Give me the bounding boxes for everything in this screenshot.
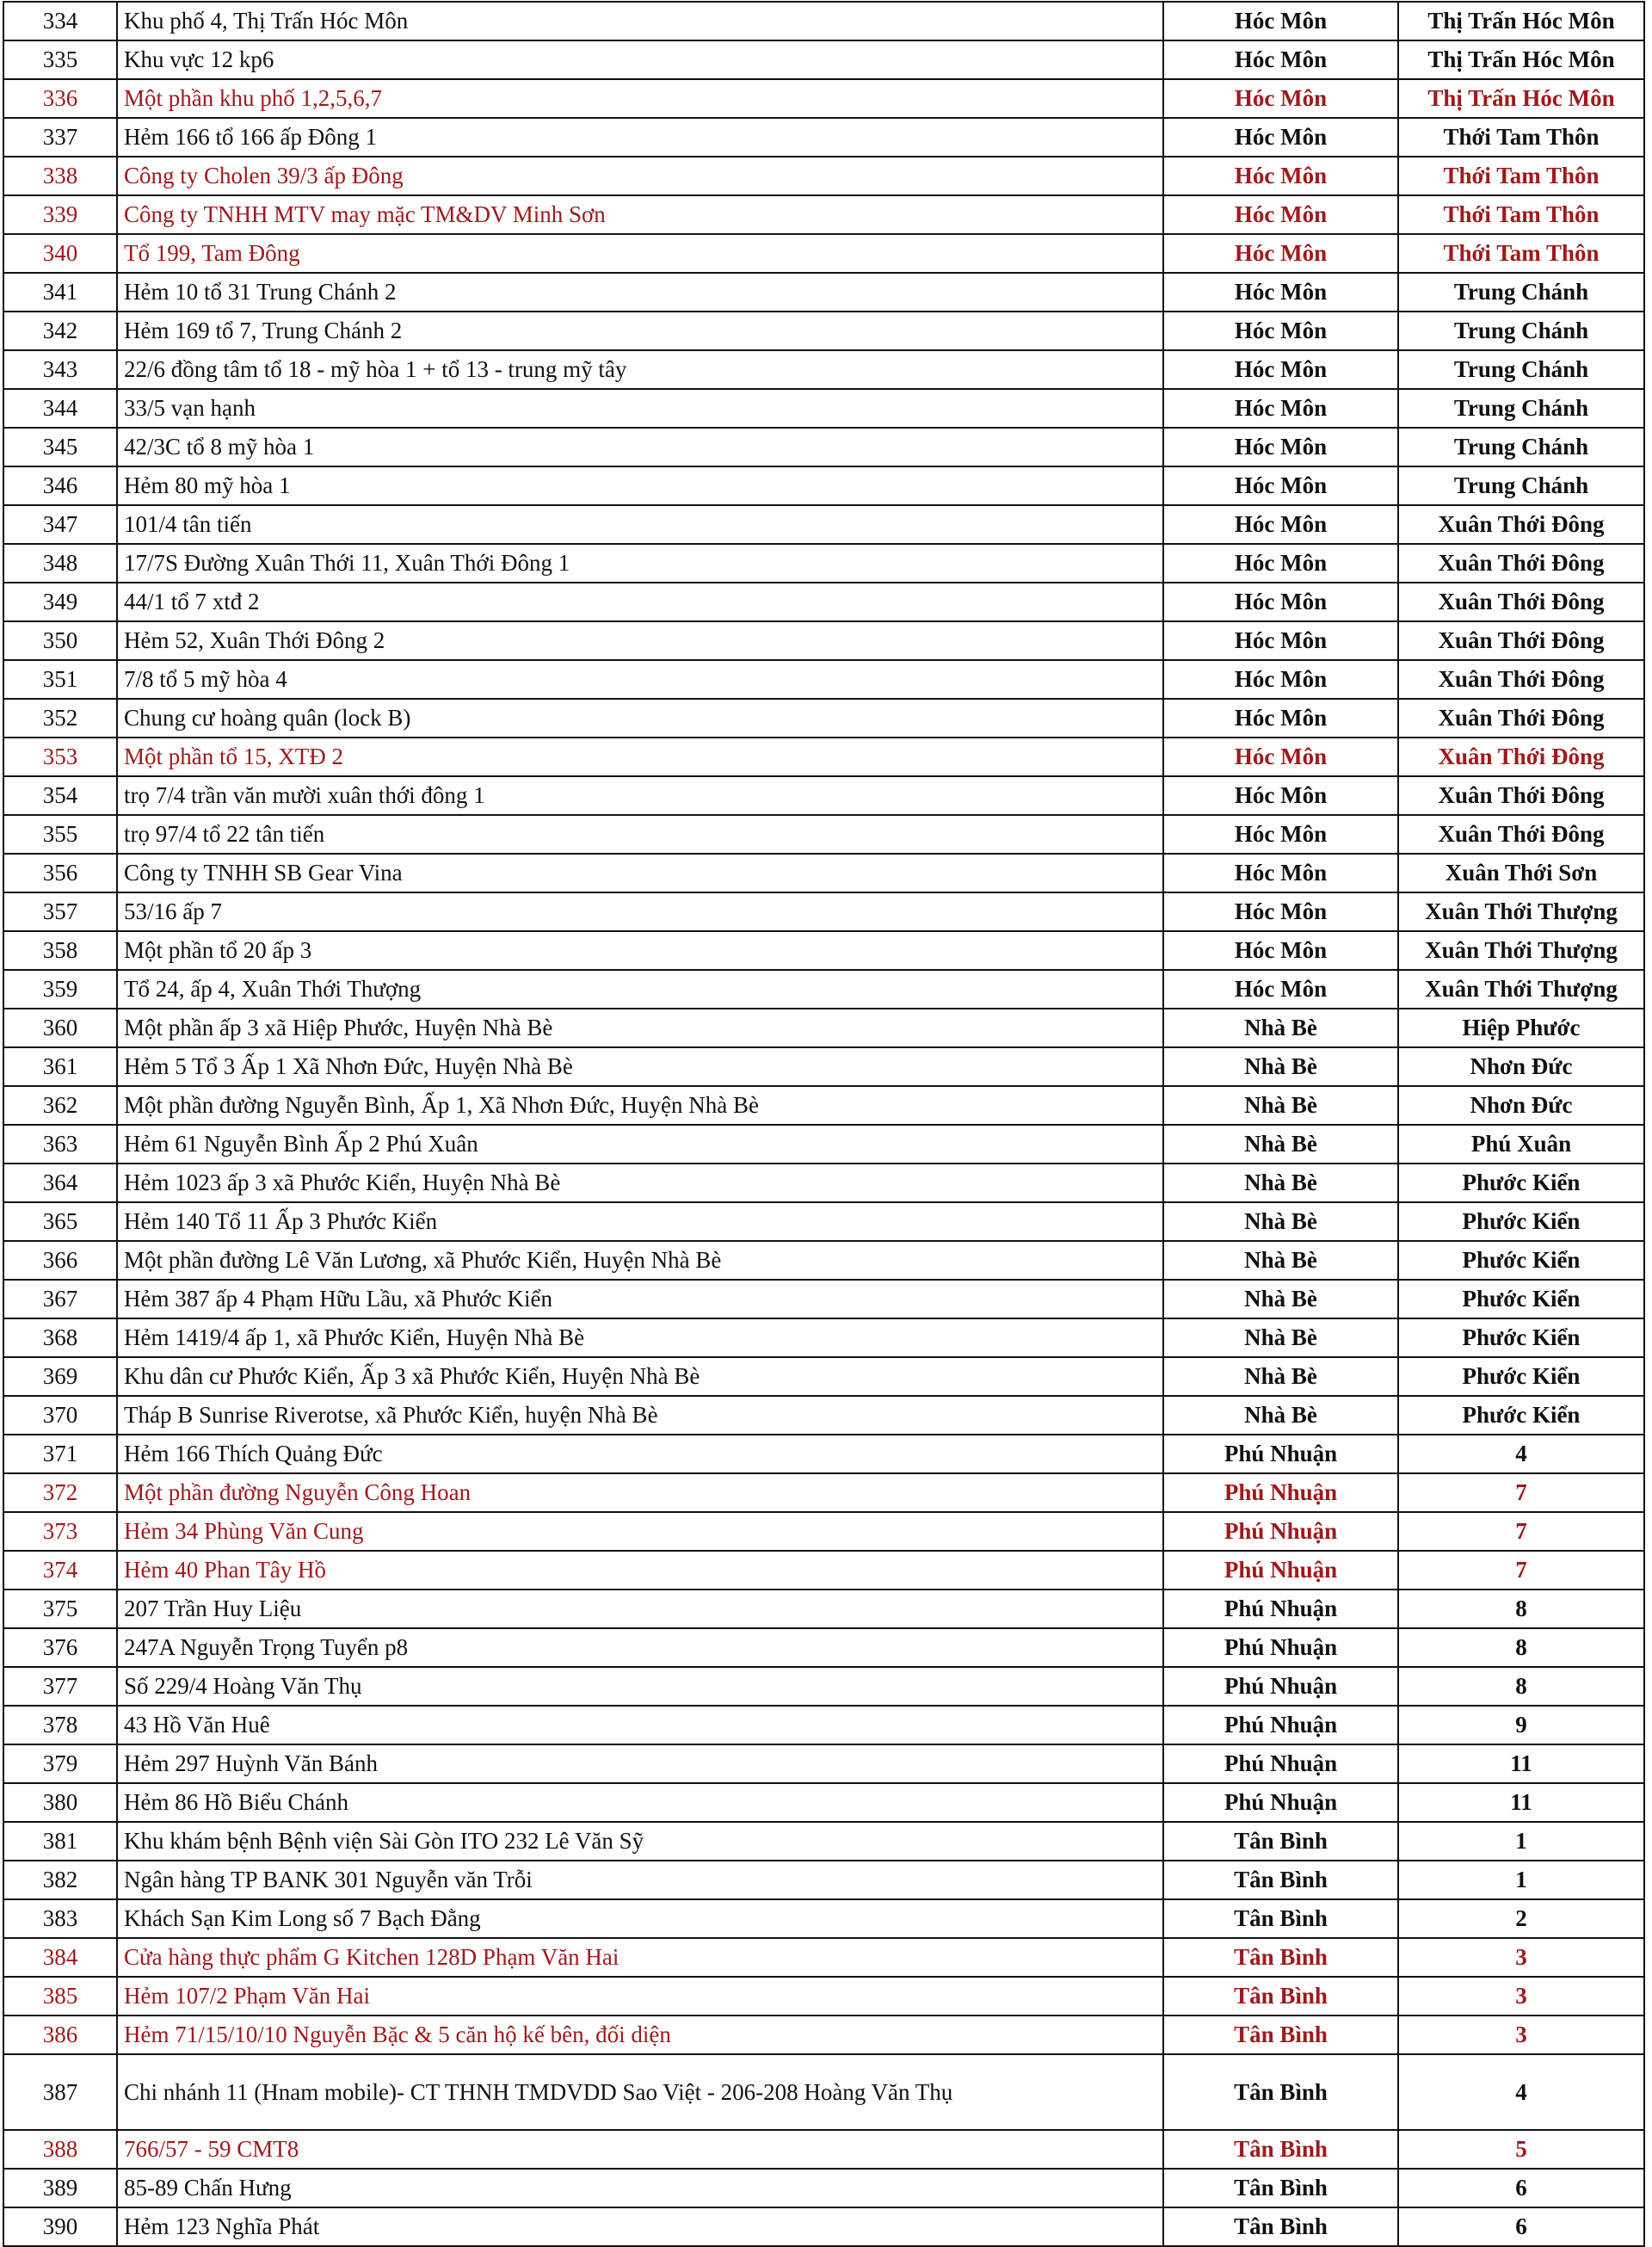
address-cell: Một phần đường Nguyễn Bình, Ấp 1, Xã Nhơn Đức, Huyện Nhà Bè [117, 1086, 1163, 1125]
address-cell: Khách Sạn Kim Long số 7 Bạch Đằng [117, 1899, 1163, 1938]
row-number-cell: 338 [3, 157, 117, 195]
table-row [3, 1667, 1644, 1706]
district-cell: Tân Bình [1163, 1899, 1398, 1938]
address-cell: Hẻm 52, Xuân Thới Đông 2 [117, 621, 1163, 660]
district-cell: Hóc Môn [1163, 931, 1398, 970]
district-cell: Tân Bình [1163, 2016, 1398, 2054]
ward-cell: 2 [1398, 1899, 1644, 1938]
table-row [3, 1628, 1644, 1667]
address-cell: 247A Nguyễn Trọng Tuyển p8 [117, 1628, 1163, 1667]
address-cell: Khu vực 12 kp6 [117, 40, 1163, 79]
row-number-cell: 375 [3, 1590, 117, 1628]
row-number-cell: 382 [3, 1861, 117, 1899]
address-cell: 766/57 - 59 CMT8 [117, 2130, 1163, 2169]
address-cell: 85-89 Chấn Hưng [117, 2169, 1163, 2207]
address-cell: Hẻm 140 Tổ 11 Ấp 3 Phước Kiển [117, 1202, 1163, 1241]
district-cell: Phú Nhuận [1163, 1744, 1398, 1783]
table-row [3, 428, 1644, 466]
table-row [3, 273, 1644, 312]
address-cell: 101/4 tân tiến [117, 505, 1163, 544]
table-row [3, 738, 1644, 776]
address-cell: Tổ 199, Tam Đông [117, 234, 1163, 273]
table-row [3, 1125, 1644, 1164]
ward-cell: Xuân Thới Đông [1398, 815, 1644, 854]
row-number-cell: 380 [3, 1783, 117, 1822]
district-cell: Hóc Môn [1163, 621, 1398, 660]
table-row [3, 2169, 1644, 2207]
ward-cell: Xuân Thới Đông [1398, 544, 1644, 583]
ward-cell: Nhơn Đức [1398, 1047, 1644, 1086]
row-number-cell: 379 [3, 1744, 117, 1783]
table-row [3, 1280, 1644, 1318]
row-number-cell: 366 [3, 1241, 117, 1280]
ward-cell: Trung Chánh [1398, 428, 1644, 466]
row-number-cell: 390 [3, 2207, 117, 2246]
address-cell: 7/8 tổ 5 mỹ hòa 4 [117, 660, 1163, 699]
district-cell: Phú Nhuận [1163, 1783, 1398, 1822]
address-cell: 42/3C tổ 8 mỹ hòa 1 [117, 428, 1163, 466]
table-row [3, 2, 1644, 40]
row-number-cell: 362 [3, 1086, 117, 1125]
address-cell: Cửa hàng thực phẩm G Kitchen 128D Phạm Văn Hai [117, 1938, 1163, 1977]
row-number-cell: 367 [3, 1280, 117, 1318]
ward-cell: Trung Chánh [1398, 312, 1644, 350]
district-cell: Phú Nhuận [1163, 1667, 1398, 1706]
address-cell: Một phần ấp 3 xã Hiệp Phước, Huyện Nhà Bè [117, 1009, 1163, 1047]
address-table-body [3, 2, 1644, 2246]
district-cell: Nhà Bè [1163, 1318, 1398, 1357]
row-number-cell: 384 [3, 1938, 117, 1977]
row-number-cell: 334 [3, 2, 117, 40]
table-row [3, 1357, 1644, 1396]
district-cell: Nhà Bè [1163, 1125, 1398, 1164]
table-row [3, 1435, 1644, 1473]
row-number-cell: 356 [3, 854, 117, 892]
address-cell: Số 229/4 Hoàng Văn Thụ [117, 1667, 1163, 1706]
row-number-cell: 372 [3, 1473, 117, 1512]
district-cell: Phú Nhuận [1163, 1473, 1398, 1512]
district-cell: Tân Bình [1163, 2169, 1398, 2207]
ward-cell: Phước Kiển [1398, 1396, 1644, 1435]
address-cell: Một phần tổ 20 ấp 3 [117, 931, 1163, 970]
address-cell: Hẻm 71/15/10/10 Nguyễn Bặc & 5 căn hộ kế bên, đối diện [117, 2016, 1163, 2054]
address-cell: 53/16 ấp 7 [117, 892, 1163, 931]
district-cell: Nhà Bè [1163, 1241, 1398, 1280]
district-cell: Tân Bình [1163, 2054, 1398, 2130]
district-cell: Nhà Bè [1163, 1202, 1398, 1241]
address-cell: 44/1 tổ 7 xtđ 2 [117, 583, 1163, 621]
district-cell: Nhà Bè [1163, 1280, 1398, 1318]
row-number-cell: 337 [3, 118, 117, 157]
table-row [3, 157, 1644, 195]
district-cell: Hóc Môn [1163, 738, 1398, 776]
district-cell: Phú Nhuận [1163, 1512, 1398, 1551]
table-row [3, 1861, 1644, 1899]
district-cell: Nhà Bè [1163, 1086, 1398, 1125]
ward-cell: 1 [1398, 1822, 1644, 1861]
address-cell: Hẻm 123 Nghĩa Phát [117, 2207, 1163, 2246]
table-row [3, 1977, 1644, 2016]
district-cell: Hóc Môn [1163, 505, 1398, 544]
ward-cell: Xuân Thới Sơn [1398, 854, 1644, 892]
address-cell: Công ty TNHH SB Gear Vina [117, 854, 1163, 892]
district-cell: Tân Bình [1163, 2130, 1398, 2169]
table-row [3, 350, 1644, 389]
district-cell: Hóc Môn [1163, 466, 1398, 505]
row-number-cell: 385 [3, 1977, 117, 2016]
table-row [3, 699, 1644, 738]
address-cell: Một phần đường Lê Văn Lương, xã Phước Kiển, Huyện Nhà Bè [117, 1241, 1163, 1280]
ward-cell: Nhơn Đức [1398, 1086, 1644, 1125]
row-number-cell: 339 [3, 195, 117, 234]
district-cell: Tân Bình [1163, 1861, 1398, 1899]
ward-cell: Xuân Thới Đông [1398, 699, 1644, 738]
ward-cell: Thị Trấn Hóc Môn [1398, 2, 1644, 40]
ward-cell: 7 [1398, 1551, 1644, 1590]
ward-cell: 3 [1398, 1977, 1644, 2016]
address-cell: Hẻm 387 ấp 4 Phạm Hữu Lầu, xã Phước Kiển [117, 1280, 1163, 1318]
row-number-cell: 344 [3, 389, 117, 428]
ward-cell: Phước Kiển [1398, 1318, 1644, 1357]
row-number-cell: 357 [3, 892, 117, 931]
address-cell: Công ty TNHH MTV may mặc TM&DV Minh Sơn [117, 195, 1163, 234]
address-cell: Công ty Cholen 39/3 ấp Đông [117, 157, 1163, 195]
table-row [3, 1396, 1644, 1435]
row-number-cell: 386 [3, 2016, 117, 2054]
table-row [3, 660, 1644, 699]
address-cell: Hẻm 34 Phùng Văn Cung [117, 1512, 1163, 1551]
district-cell: Nhà Bè [1163, 1396, 1398, 1435]
district-cell: Nhà Bè [1163, 1047, 1398, 1086]
row-number-cell: 340 [3, 234, 117, 273]
table-row [3, 195, 1644, 234]
row-number-cell: 374 [3, 1551, 117, 1590]
address-cell: Hẻm 107/2 Phạm Văn Hai [117, 1977, 1163, 2016]
district-cell: Phú Nhuận [1163, 1706, 1398, 1744]
address-cell: Hẻm 169 tổ 7, Trung Chánh 2 [117, 312, 1163, 350]
ward-cell: 6 [1398, 2207, 1644, 2246]
table-row [3, 1512, 1644, 1551]
table-row [3, 1009, 1644, 1047]
ward-cell: Xuân Thới Đông [1398, 621, 1644, 660]
address-cell: Một phần khu phố 1,2,5,6,7 [117, 79, 1163, 118]
row-number-cell: 353 [3, 738, 117, 776]
table-row [3, 79, 1644, 118]
address-cell: trọ 97/4 tổ 22 tân tiến [117, 815, 1163, 854]
district-cell: Hóc Môn [1163, 195, 1398, 234]
ward-cell: Xuân Thới Thượng [1398, 892, 1644, 931]
ward-cell: Phước Kiển [1398, 1241, 1644, 1280]
ward-cell: Xuân Thới Đông [1398, 583, 1644, 621]
table-row [3, 931, 1644, 970]
address-cell: Hẻm 61 Nguyễn Bình Ấp 2 Phú Xuân [117, 1125, 1163, 1164]
district-cell: Hóc Môn [1163, 350, 1398, 389]
row-number-cell: 383 [3, 1899, 117, 1938]
row-number-cell: 371 [3, 1435, 117, 1473]
table-row [3, 466, 1644, 505]
address-cell: Hẻm 297 Huỳnh Văn Bánh [117, 1744, 1163, 1783]
address-cell: 17/7S Đường Xuân Thới 11, Xuân Thới Đông 1 [117, 544, 1163, 583]
ward-cell: 3 [1398, 1938, 1644, 1977]
address-cell: 207 Trần Huy Liệu [117, 1590, 1163, 1628]
row-number-cell: 361 [3, 1047, 117, 1086]
address-cell: Tháp B Sunrise Riverotse, xã Phước Kiển, huyện Nhà Bè [117, 1396, 1163, 1435]
row-number-cell: 341 [3, 273, 117, 312]
row-number-cell: 343 [3, 350, 117, 389]
ward-cell: Trung Chánh [1398, 273, 1644, 312]
row-number-cell: 368 [3, 1318, 117, 1357]
address-cell: Một phần tổ 15, XTĐ 2 [117, 738, 1163, 776]
ward-cell: Xuân Thới Đông [1398, 776, 1644, 815]
table-row [3, 40, 1644, 79]
table-row [3, 970, 1644, 1009]
row-number-cell: 355 [3, 815, 117, 854]
table-row [3, 2016, 1644, 2054]
table-row [3, 776, 1644, 815]
district-cell: Hóc Môn [1163, 79, 1398, 118]
row-number-cell: 373 [3, 1512, 117, 1551]
row-number-cell: 365 [3, 1202, 117, 1241]
table-row [3, 1706, 1644, 1744]
row-number-cell: 364 [3, 1164, 117, 1202]
district-cell: Phú Nhuận [1163, 1551, 1398, 1590]
address-cell: Hẻm 166 Thích Quảng Đức [117, 1435, 1163, 1473]
district-cell: Hóc Môn [1163, 776, 1398, 815]
ward-cell: Thị Trấn Hóc Môn [1398, 79, 1644, 118]
district-cell: Hóc Môn [1163, 544, 1398, 583]
ward-cell: 8 [1398, 1628, 1644, 1667]
ward-cell: Trung Chánh [1398, 350, 1644, 389]
address-cell: Hẻm 86 Hồ Biểu Chánh [117, 1783, 1163, 1822]
table-row [3, 118, 1644, 157]
ward-cell: 11 [1398, 1744, 1644, 1783]
table-row [3, 1241, 1644, 1280]
row-number-cell: 369 [3, 1357, 117, 1396]
ward-cell: 8 [1398, 1667, 1644, 1706]
table-row [3, 544, 1644, 583]
row-number-cell: 389 [3, 2169, 117, 2207]
ward-cell: Thới Tam Thôn [1398, 157, 1644, 195]
address-cell: Hẻm 166 tổ 166 ấp Đông 1 [117, 118, 1163, 157]
district-cell: Tân Bình [1163, 1822, 1398, 1861]
ward-cell: 6 [1398, 2169, 1644, 2207]
table-row [3, 2130, 1644, 2169]
district-cell: Phú Nhuận [1163, 1590, 1398, 1628]
table-row [3, 854, 1644, 892]
table-row [3, 1783, 1644, 1822]
district-cell: Hóc Môn [1163, 854, 1398, 892]
district-cell: Hóc Môn [1163, 2, 1398, 40]
row-number-cell: 360 [3, 1009, 117, 1047]
table-row [3, 815, 1644, 854]
district-cell: Phú Nhuận [1163, 1435, 1398, 1473]
table-row [3, 1473, 1644, 1512]
district-cell: Nhà Bè [1163, 1009, 1398, 1047]
row-number-cell: 377 [3, 1667, 117, 1706]
ward-cell: Phước Kiển [1398, 1202, 1644, 1241]
table-row [3, 1899, 1644, 1938]
table-row [3, 583, 1644, 621]
ward-cell: Hiệp Phước [1398, 1009, 1644, 1047]
address-cell: Hẻm 5 Tổ 3 Ấp 1 Xã Nhơn Đức, Huyện Nhà Bè [117, 1047, 1163, 1086]
district-cell: Hóc Môn [1163, 118, 1398, 157]
table-row [3, 389, 1644, 428]
district-cell: Hóc Môn [1163, 157, 1398, 195]
address-cell: 43 Hồ Văn Huê [117, 1706, 1163, 1744]
row-number-cell: 359 [3, 970, 117, 1009]
row-number-cell: 335 [3, 40, 117, 79]
address-cell: Hẻm 40 Phan Tây Hồ [117, 1551, 1163, 1590]
table-row [3, 234, 1644, 273]
ward-cell: Xuân Thới Đông [1398, 738, 1644, 776]
ward-cell: Xuân Thới Đông [1398, 660, 1644, 699]
row-number-cell: 345 [3, 428, 117, 466]
table-row [3, 2207, 1644, 2246]
row-number-cell: 388 [3, 2130, 117, 2169]
ward-cell: Phước Kiển [1398, 1164, 1644, 1202]
ward-cell: 4 [1398, 1435, 1644, 1473]
ward-cell: 1 [1398, 1861, 1644, 1899]
district-cell: Hóc Môn [1163, 583, 1398, 621]
district-cell: Hóc Môn [1163, 660, 1398, 699]
ward-cell: Phú Xuân [1398, 1125, 1644, 1164]
table-row [3, 2054, 1644, 2130]
address-cell: Tổ 24, ấp 4, Xuân Thới Thượng [117, 970, 1163, 1009]
table-row [3, 1744, 1644, 1783]
address-cell: Hẻm 10 tổ 31 Trung Chánh 2 [117, 273, 1163, 312]
address-cell: Một phần đường Nguyễn Công Hoan [117, 1473, 1163, 1512]
row-number-cell: 363 [3, 1125, 117, 1164]
ward-cell: 3 [1398, 2016, 1644, 2054]
row-number-cell: 347 [3, 505, 117, 544]
row-number-cell: 336 [3, 79, 117, 118]
ward-cell: Thới Tam Thôn [1398, 234, 1644, 273]
ward-cell: Xuân Thới Thượng [1398, 931, 1644, 970]
row-number-cell: 370 [3, 1396, 117, 1435]
row-number-cell: 358 [3, 931, 117, 970]
row-number-cell: 352 [3, 699, 117, 738]
row-number-cell: 376 [3, 1628, 117, 1667]
table-row [3, 1086, 1644, 1125]
table-row [3, 505, 1644, 544]
ward-cell: Xuân Thới Đông [1398, 505, 1644, 544]
ward-cell: 5 [1398, 2130, 1644, 2169]
district-cell: Phú Nhuận [1163, 1628, 1398, 1667]
table-row [3, 312, 1644, 350]
district-cell: Hóc Môn [1163, 40, 1398, 79]
table-row [3, 1938, 1644, 1977]
district-cell: Hóc Môn [1163, 815, 1398, 854]
ward-cell: 8 [1398, 1590, 1644, 1628]
table-row [3, 892, 1644, 931]
row-number-cell: 346 [3, 466, 117, 505]
ward-cell: Thới Tam Thôn [1398, 195, 1644, 234]
ward-cell: Trung Chánh [1398, 389, 1644, 428]
table-row [3, 1164, 1644, 1202]
table-row [3, 1318, 1644, 1357]
address-table [3, 1, 1645, 2247]
address-cell: Hẻm 1023 ấp 3 xã Phước Kiển, Huyện Nhà Bè [117, 1164, 1163, 1202]
address-cell: Ngân hàng TP BANK 301 Nguyễn văn Trỗi [117, 1861, 1163, 1899]
row-number-cell: 387 [3, 2054, 117, 2130]
row-number-cell: 350 [3, 621, 117, 660]
address-cell: Khu dân cư Phước Kiển, Ấp 3 xã Phước Kiển, Huyện Nhà Bè [117, 1357, 1163, 1396]
ward-cell: Xuân Thới Thượng [1398, 970, 1644, 1009]
address-cell: Hẻm 80 mỹ hòa 1 [117, 466, 1163, 505]
ward-cell: Thới Tam Thôn [1398, 118, 1644, 157]
district-cell: Nhà Bè [1163, 1357, 1398, 1396]
table-row [3, 1047, 1644, 1086]
district-cell: Tân Bình [1163, 1977, 1398, 2016]
ward-cell: Trung Chánh [1398, 466, 1644, 505]
ward-cell: 11 [1398, 1783, 1644, 1822]
district-cell: Tân Bình [1163, 2207, 1398, 2246]
ward-cell: Phước Kiển [1398, 1357, 1644, 1396]
district-cell: Hóc Môn [1163, 312, 1398, 350]
district-cell: Hóc Môn [1163, 970, 1398, 1009]
ward-cell: 7 [1398, 1473, 1644, 1512]
row-number-cell: 354 [3, 776, 117, 815]
district-cell: Hóc Môn [1163, 234, 1398, 273]
address-cell: trọ 7/4 trần văn mười xuân thới đông 1 [117, 776, 1163, 815]
row-number-cell: 348 [3, 544, 117, 583]
table-row [3, 1590, 1644, 1628]
district-cell: Hóc Môn [1163, 389, 1398, 428]
address-cell: Chi nhánh 11 (Hnam mobile)- CT THNH TMDVDD Sao Việt - 206-208 Hoàng Văn Thụ [117, 2054, 1163, 2130]
ward-cell: 9 [1398, 1706, 1644, 1744]
district-cell: Hóc Môn [1163, 428, 1398, 466]
district-cell: Hóc Môn [1163, 699, 1398, 738]
row-number-cell: 351 [3, 660, 117, 699]
address-cell: Chung cư hoàng quân (lock B) [117, 699, 1163, 738]
row-number-cell: 349 [3, 583, 117, 621]
table-row [3, 1822, 1644, 1861]
ward-cell: 4 [1398, 2054, 1644, 2130]
address-cell: Khu phố 4, Thị Trấn Hóc Môn [117, 2, 1163, 40]
row-number-cell: 342 [3, 312, 117, 350]
row-number-cell: 381 [3, 1822, 117, 1861]
ward-cell: 7 [1398, 1512, 1644, 1551]
table-row [3, 1202, 1644, 1241]
table-row [3, 621, 1644, 660]
district-cell: Hóc Môn [1163, 273, 1398, 312]
ward-cell: Phước Kiển [1398, 1280, 1644, 1318]
address-cell: Hẻm 1419/4 ấp 1, xã Phước Kiển, Huyện Nhà Bè [117, 1318, 1163, 1357]
table-row [3, 1551, 1644, 1590]
district-cell: Hóc Môn [1163, 892, 1398, 931]
address-cell: Khu khám bệnh Bệnh viện Sài Gòn ITO 232 Lê Văn Sỹ [117, 1822, 1163, 1861]
address-cell: 22/6 đồng tâm tổ 18 - mỹ hòa 1 + tổ 13 - trung mỹ tây [117, 350, 1163, 389]
row-number-cell: 378 [3, 1706, 117, 1744]
ward-cell: Thị Trấn Hóc Môn [1398, 40, 1644, 79]
district-cell: Nhà Bè [1163, 1164, 1398, 1202]
district-cell: Tân Bình [1163, 1938, 1398, 1977]
address-cell: 33/5 vạn hạnh [117, 389, 1163, 428]
